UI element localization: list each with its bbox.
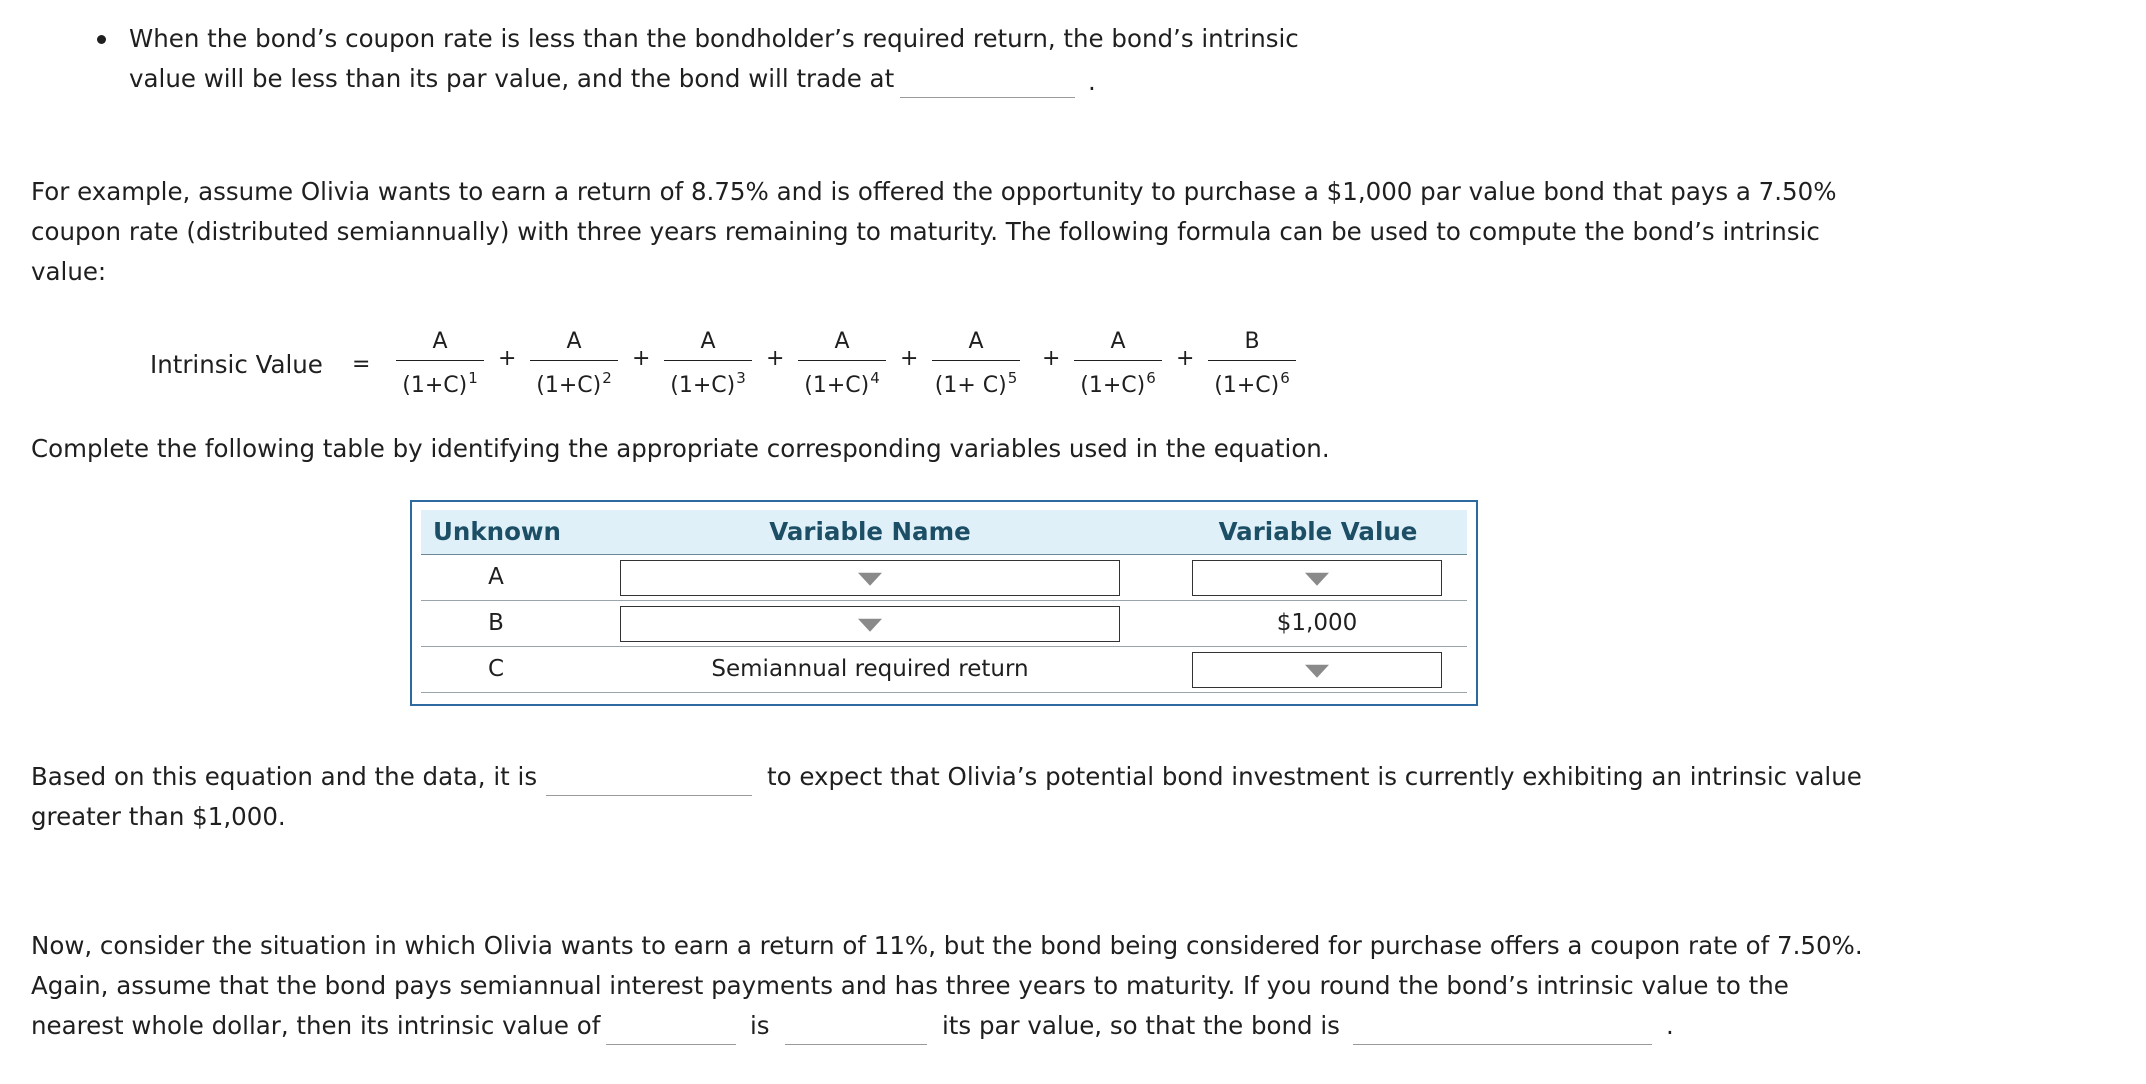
row-a-value-dropdown[interactable] bbox=[1192, 560, 1442, 596]
plus-sign: + bbox=[498, 346, 517, 371]
scenario-period: . bbox=[1666, 1011, 1674, 1040]
formula-equals: = bbox=[352, 352, 371, 377]
term-denominator: $(1+C)^6$ bbox=[1080, 369, 1156, 398]
chevron-down-icon bbox=[1305, 665, 1329, 678]
chevron-down-icon bbox=[858, 619, 882, 632]
formula-term-6 bbox=[1072, 326, 1164, 398]
bullet-line-2: value will be less than its par value, and the bond will trade at bbox=[129, 64, 895, 93]
term-numerator: A bbox=[834, 329, 850, 354]
bullet-period: . bbox=[1088, 67, 1096, 96]
row-c-unknown: C bbox=[487, 656, 505, 682]
formula-term-4 bbox=[796, 326, 888, 398]
row-c-name: Semiannual required return bbox=[711, 656, 1029, 682]
example-line-2: coupon rate (distributed semiannually) with three years remaining to maturity. The following formula can be used to compute the bond’s intrinsic bbox=[31, 217, 1820, 246]
example-line-1: For example, assume Olivia wants to earn a return of 8.75% and is offered the opportunity to purchase a $1,000 par value bond that pays a 7.50% bbox=[31, 177, 1837, 206]
comparison-blank[interactable] bbox=[785, 1014, 927, 1045]
row-divider bbox=[421, 692, 1467, 693]
formula-term-7 bbox=[1206, 326, 1298, 398]
bullet-line-1: When the bond’s coupon rate is less than the bondholder’s required return, the bond’s intrinsic bbox=[129, 24, 1299, 53]
plus-sign: + bbox=[766, 346, 785, 371]
term-denominator: $(1+C)^2$ bbox=[536, 369, 612, 398]
row-b-name-dropdown[interactable] bbox=[620, 606, 1120, 642]
term-denominator: $(1+C)^3$ bbox=[670, 369, 746, 398]
scenario-line-1: Now, consider the situation in which Olivia wants to earn a return of 11%, but the bond being considered for purchase offers a coupon rate of 7.50%. bbox=[31, 931, 1863, 960]
formula-term-3 bbox=[662, 326, 754, 398]
scenario-line-2: Again, assume that the bond pays semiannual interest payments and has three years to maturity. If you round the bond’s intrinsic value to the bbox=[31, 971, 1789, 1000]
header-variable-value: Variable Value bbox=[1218, 517, 1418, 546]
row-a-unknown: A bbox=[488, 564, 504, 590]
formula-term-1 bbox=[394, 326, 486, 398]
term-numerator: A bbox=[1110, 329, 1126, 354]
header-variable-name: Variable Name bbox=[769, 517, 971, 546]
conclusion-line-2: greater than $1,000. bbox=[31, 802, 286, 831]
trade-at-blank[interactable] bbox=[900, 67, 1075, 98]
plus-sign: + bbox=[1176, 346, 1195, 371]
table-instruction: Complete the following table by identifying the appropriate corresponding variables used in the equation. bbox=[31, 434, 1330, 463]
row-b-unknown: B bbox=[488, 610, 504, 636]
term-denominator: $(1+C)^4$ bbox=[804, 369, 880, 398]
scenario-line-3a: nearest whole dollar, then its intrinsic value of bbox=[31, 1011, 601, 1040]
term-numerator: A bbox=[700, 329, 716, 354]
formula-label: Intrinsic Value bbox=[150, 350, 323, 379]
bullet-dot bbox=[97, 35, 106, 44]
formula-term-5 bbox=[930, 326, 1022, 398]
intrinsic-value-blank[interactable] bbox=[606, 1014, 736, 1045]
row-a-name-dropdown[interactable] bbox=[620, 560, 1120, 596]
row-b-value: $1,000 bbox=[1276, 610, 1358, 636]
example-line-3: value: bbox=[31, 257, 107, 286]
row-c-value-dropdown[interactable] bbox=[1192, 652, 1442, 688]
plus-sign: + bbox=[632, 346, 651, 371]
plus-sign: + bbox=[1042, 346, 1061, 371]
term-numerator: A bbox=[566, 329, 582, 354]
conclusion-part-1: Based on this equation and the data, it is bbox=[31, 762, 538, 791]
term-numerator: A bbox=[432, 329, 448, 354]
conclusion-part-2: to expect that Olivia’s potential bond investment is currently exhibiting an intrinsic value bbox=[767, 762, 1862, 791]
term-denominator: $(1+C)^1$ bbox=[402, 369, 478, 398]
scenario-line-3b: is bbox=[750, 1011, 770, 1040]
formula-term-2 bbox=[528, 326, 620, 398]
header-unknown: Unknown bbox=[433, 517, 561, 546]
chevron-down-icon bbox=[1305, 573, 1329, 586]
term-numerator: A bbox=[968, 329, 984, 354]
scenario-line-3c: its par value, so that the bond is bbox=[942, 1011, 1340, 1040]
likelihood-blank[interactable] bbox=[546, 765, 752, 796]
term-numerator: B bbox=[1244, 329, 1260, 354]
chevron-down-icon bbox=[858, 573, 882, 586]
plus-sign: + bbox=[900, 346, 919, 371]
term-denominator: $(1+C)^6$ bbox=[1214, 369, 1290, 398]
bond-status-blank[interactable] bbox=[1353, 1014, 1652, 1045]
term-denominator: $(1+ C)^5$ bbox=[934, 369, 1018, 398]
